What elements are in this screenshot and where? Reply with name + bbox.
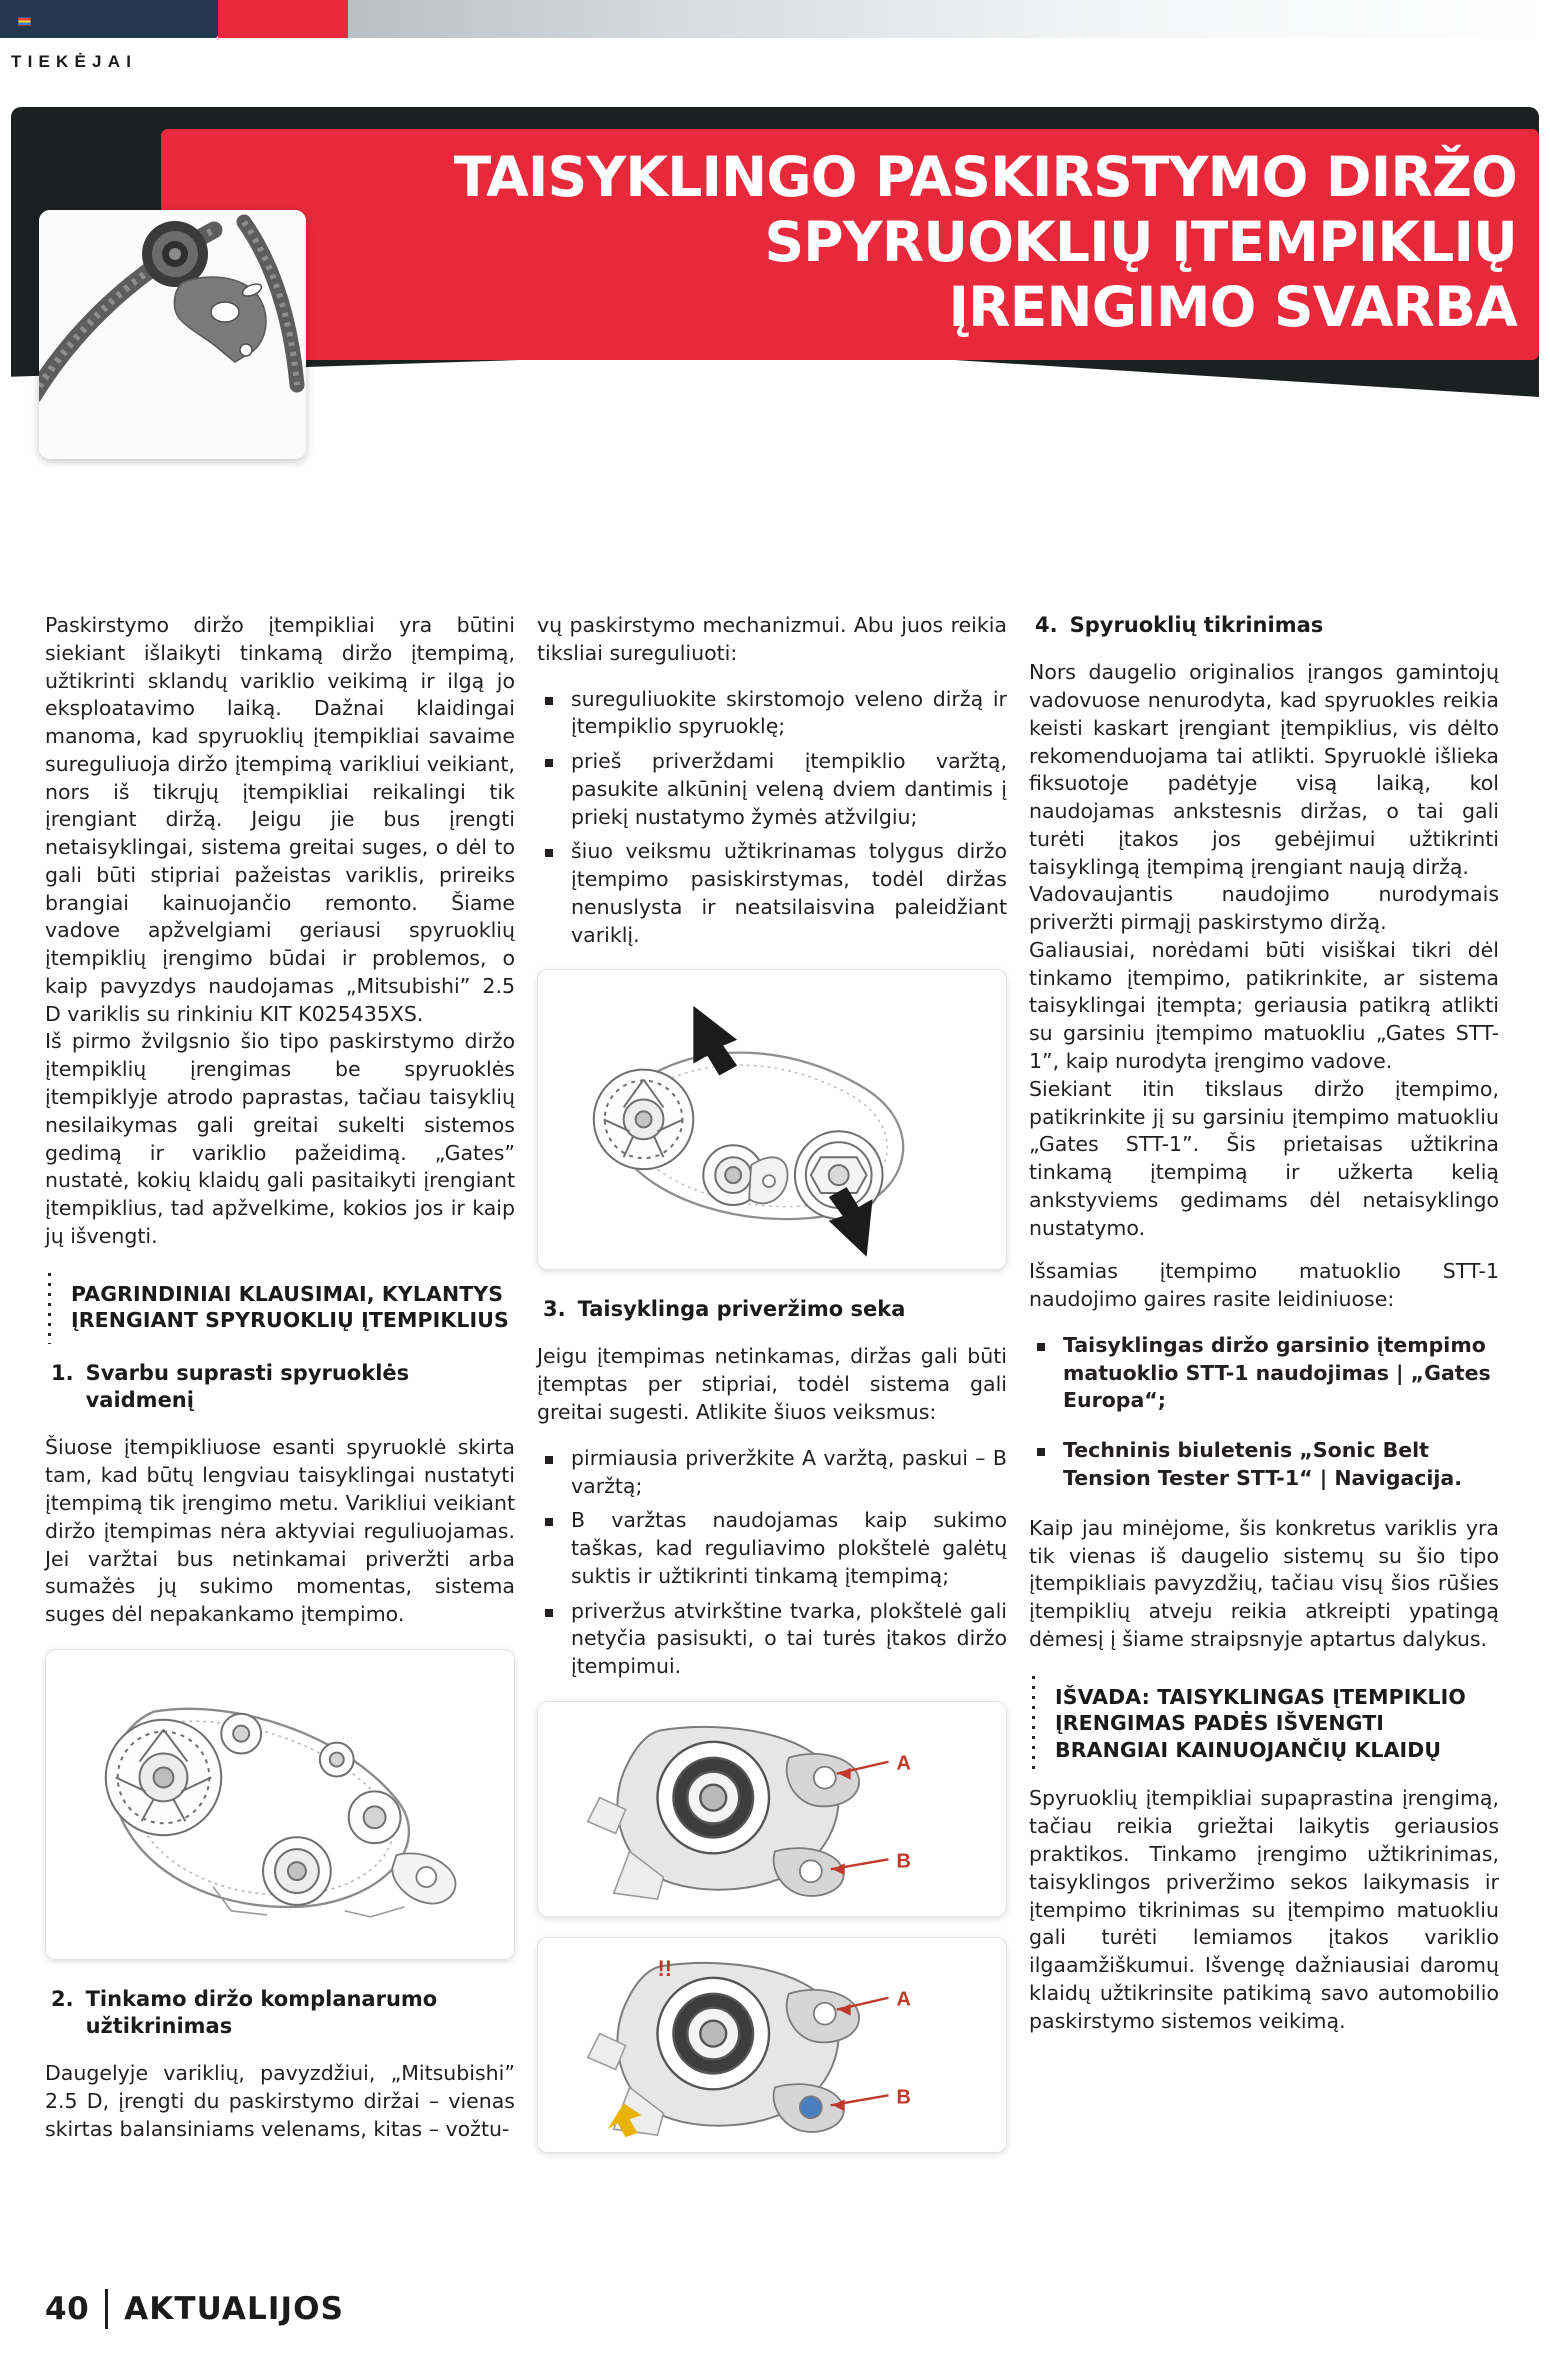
col3-paragraph-7: Spyruoklių įtempikliai supaprastina įrengimą, tačiau reikia griežtai laikytis geriausios praktikos. Tinkamo įrengimo užtikrinimas, taisyklingos priveržimo sekos laikymasis ir įtempimo tikrinimas su įtempimo matuokliu gali turėti lemiamos įtakos variklio ilgaamžiškumui. Išvengę dažniausiai daromų klaidų užtikrinsite patikimą savo automobilio paskirstymo sistemos veikimą. xyxy=(1029,1786,1499,2033)
article-columns xyxy=(0,612,1550,2272)
page-title-line-3: ĮRENGIMO SVARBA xyxy=(948,274,1517,339)
hero-banner xyxy=(11,107,1539,397)
tensioner-bolts-a-b-correct-diagram xyxy=(537,1701,1007,1917)
section-heading-main-questions xyxy=(45,1281,515,1334)
col2-bullet-list-1 xyxy=(537,686,1007,950)
col3-paragraph-2: Vadovaujantis naudojimo nurodymais priveržti pirmąjį paskirstymo diržą. xyxy=(1029,882,1499,935)
conclusion-heading-text: IŠVADA: TAISYKLINGAS ĮTEMPIKLIO ĮRENGIMAS PADĖS IŠVENGTI BRANGIAI KAINUOJANČIŲ KLAIDŲ xyxy=(1055,1684,1466,1762)
section-heading-conclusion xyxy=(1029,1684,1499,1764)
subsection-2-title: Tinkamo diržo komplanarumo užtikrinimas xyxy=(85,1986,438,2038)
footer-divider xyxy=(105,2289,108,2329)
col3-paragraph-1: Nors daugelio originalios įrangos gamintojų vadovuose nenurodyta, kad spyruokles reikia keisti kaskart įrengiant įtempiklius, vis dėlto rekomenduojama tai atlikti. Spyruoklė išlieka fiksuotoje padėtyje visą laiką, kol naudojamas ankstesnis diržas, o tai gali turėti įtakos jos gebėjimui užtikrinti taisyklingą įtempimą įrengiant naują diržą. xyxy=(1029,660,1499,879)
footer-section-name: AKTUALIJOS xyxy=(124,2291,345,2327)
col3-paragraph-5: Išsamias įtempimo matuoklio STT-1 naudojimo gaires rasite leidiniuose: xyxy=(1029,1259,1499,1312)
subsection-1-title: Svarbu suprasti spyruoklės vaidmenį xyxy=(85,1360,410,1413)
col1-paragraph-2: Iš pirmo žvilgsnio šio tipo paskirstymo diržo įtempiklių įrengimas be spyruoklės įtempiklyje atrodo paprastas, tačiau taisyklių nesilaikymas gali greitai sukelti sistemos gedimą ir variklio pažeidimą. „Gates” nustatė, kokių klaidų gali pasitaikyti įrengiant įtempiklius, tad apžvelkime, kokios jos ir kaip jų išvengti. xyxy=(45,1029,515,1248)
list-item: sureguliuokite skirstomojo veleno diržą ir įtempiklio spyruoklę; xyxy=(537,686,1007,742)
column-middle xyxy=(537,612,1007,2159)
col2-paragraph-2: Jeigu įtempimas netinkamas, diržas gali būti įtemptas per stipriai, todėl sistema gali greitai sugesti. Atlikite šiuos veiksmus: xyxy=(537,1344,1007,1424)
column-right xyxy=(1029,612,1499,2035)
col3-paragraph-3: Galiausiai, norėdami būti visiškai tikri dėl tinkamo įtempimo, patikrinkite, ar sistema taisyklingai įtempta; geriausia patikrą atlikti su garsiniu įtempimo matuokliu „Gates STT-1”, kaip nurodyta įrengimo vadove. xyxy=(1029,937,1499,1074)
topbar-gradient-block xyxy=(348,0,1550,38)
subsection-2-heading xyxy=(51,1986,515,2041)
top-color-bar xyxy=(0,0,1550,38)
section-heading-text: PAGRINDINIAI KLAUSIMAI, KYLANTYS ĮRENGIANT SPYRUOKLIŲ ĮTEMPIKLIUS xyxy=(71,1281,509,1333)
subsection-4-number: 4. xyxy=(1035,613,1058,637)
subsection-3-title: Taisyklinga priveržimo seka xyxy=(577,1297,906,1322)
list-item: priveržus atvirkštine tvarka, plokštelė gali netyčia pasisukti, o tai turės įtakos diržo įtempimui. xyxy=(537,1598,1007,1681)
section-kicker: TIEKĖJAI xyxy=(11,52,138,71)
list-item: Techninis biuletenis „Sonic Belt Tension Tester STT-1“ | Navigacija. xyxy=(1029,1437,1499,1493)
figure-label-a: A xyxy=(896,1752,911,1775)
column-left xyxy=(45,612,515,2143)
page-title-line-1: TAISYKLINGO PASKIRSTYMO DIRŽO xyxy=(453,145,1517,209)
figure-label-b: B xyxy=(896,1850,911,1873)
subsection-1-heading xyxy=(51,1360,515,1415)
page-title-line-2: SPYRUOKLIŲ ĮTEMPIKLIŲ xyxy=(764,209,1517,274)
engine-timing-belt-layout-diagram xyxy=(45,1649,515,1960)
col3-paragraph-6: Kaip jau minėjome, šis konkretus variklis yra tik vienas iš daugelio sistemų su šio tipo įtempikliais pavyzdžių, tačiau visų šios rūšies įtempiklių atveju reikia atkreipti ypatingą dėmesį į šiame straipsnyje aptartus dalykus. xyxy=(1029,1515,1499,1651)
col2-paragraph-1: vų paskirstymo mechanizmui. Abu juos reikia tiksliai sureguliuoti: xyxy=(537,613,1007,665)
col1-paragraph-1: Paskirstymo diržo įtempikliai yra būtini siekiant išlaikyti tinkamą diržo įtempimą, užtikrinti sklandų variklio veikimą ir ilgą jo eksploatavimo laiką. Dažnai klaidingai manoma, kad spyruoklių įtempikliai savaime sureguliuoja diržo įtempimą varikliui veikiant, nors iš tikrųjų įtempikliai reikalingi tik įrengiant diržą. Jeigu jie bus įrengti netaisyklingai, sistema greitai suges, o dėl to gali būti stipriai pažeistas variklis, prireiks brangiai kainuojančio remonto. Šiame vadove apžvelgiami geriausi spyruoklių įtempiklių įrengimo būdai ir problemos, o kaip pavyzdys naudojamas „Mitsubishi” 2.5 D variklis su rinkiniu KIT K025435XS. xyxy=(45,613,515,1026)
subsection-4-heading xyxy=(1035,612,1499,639)
col1-paragraph-3: Šiuose įtempikliuose esanti spyruoklė skirta tam, kad būtų lengviau taisyklingai nustatyti įtempimą tik įrengimo metu. Varikliui veikiant diržo įtempimas nėra aktyviai reguliuojamas. Jei varžtai bus netinkamai priveržti arba sumažės jų sukimo momentas, sistema suges dėl nepakankamo įtempimo. xyxy=(45,1435,515,1627)
list-item: prieš priverždami įtempiklio varžtą, pasukite alkūninį veleną dviem dantimis į priekį nustatymo žymės atžvilgiu; xyxy=(537,748,1007,831)
page-title xyxy=(161,129,1539,360)
list-item: B varžtas naudojamas kaip sukimo taškas, kad reguliavimo plokštelė galėtų suktis ir užtikrinti tinkamą įtempimą; xyxy=(537,1507,1007,1590)
subsection-3-number: 3. xyxy=(543,1297,566,1322)
figure-label-a: A xyxy=(896,1988,911,2011)
col3-paragraph-4: Siekiant itin tikslaus diržo įtempimo, patikrinkite jį su garsiniu įtempimo matuokliu „Gates STT-1”. Šis prietaisas užtikrina tinkamą įtempimą ir užkerta kelią ankstyviems gedimams dėl netaisyklingo nustatymo. xyxy=(1029,1076,1499,1240)
col3-bullet-list xyxy=(1029,1332,1499,1493)
timing-belt-kit-photo xyxy=(39,210,306,459)
list-item: šiuo veiksmu užtikrinamas tolygus diržo įtempimo pasiskirstymas, todėl diržas nenuslysta ir neatsilaisvina paleidžiant variklį. xyxy=(537,838,1007,949)
figure-label-b: B xyxy=(896,2086,911,2109)
page-number: 40 xyxy=(45,2291,90,2327)
subsection-2-number: 2. xyxy=(51,1986,74,2011)
col1-paragraph-4: Daugelyje variklių, pavyzdžiui, „Mitsubishi” 2.5 D, įrengti du paskirstymo diržai – vienas skirtas balansiniams velenams, kitas – vožtu- xyxy=(45,2061,515,2141)
topbar-navy-block xyxy=(0,0,218,38)
subsection-3-heading xyxy=(543,1296,1007,1323)
timing-belt-tensioner-arrows-diagram xyxy=(537,969,1007,1270)
subsection-1-number: 1. xyxy=(51,1360,74,1385)
topbar-red-block xyxy=(218,0,348,38)
col2-bullet-list-2 xyxy=(537,1445,1007,1681)
list-item: Taisyklingas diržo garsinio įtempimo matuoklio STT-1 naudojimas | „Gates Europa“; xyxy=(1029,1332,1499,1415)
page-footer xyxy=(45,2289,344,2329)
subsection-4-title: Spyruoklių tikrinimas xyxy=(1069,613,1324,637)
tensioner-bolts-a-b-incorrect-diagram xyxy=(537,1937,1007,2153)
lithuania-flag-icon xyxy=(18,17,31,26)
svg-text:!!: !! xyxy=(657,1955,673,1981)
list-item: pirmiausia priveržkite A varžtą, paskui – B varžtą; xyxy=(537,1445,1007,1501)
